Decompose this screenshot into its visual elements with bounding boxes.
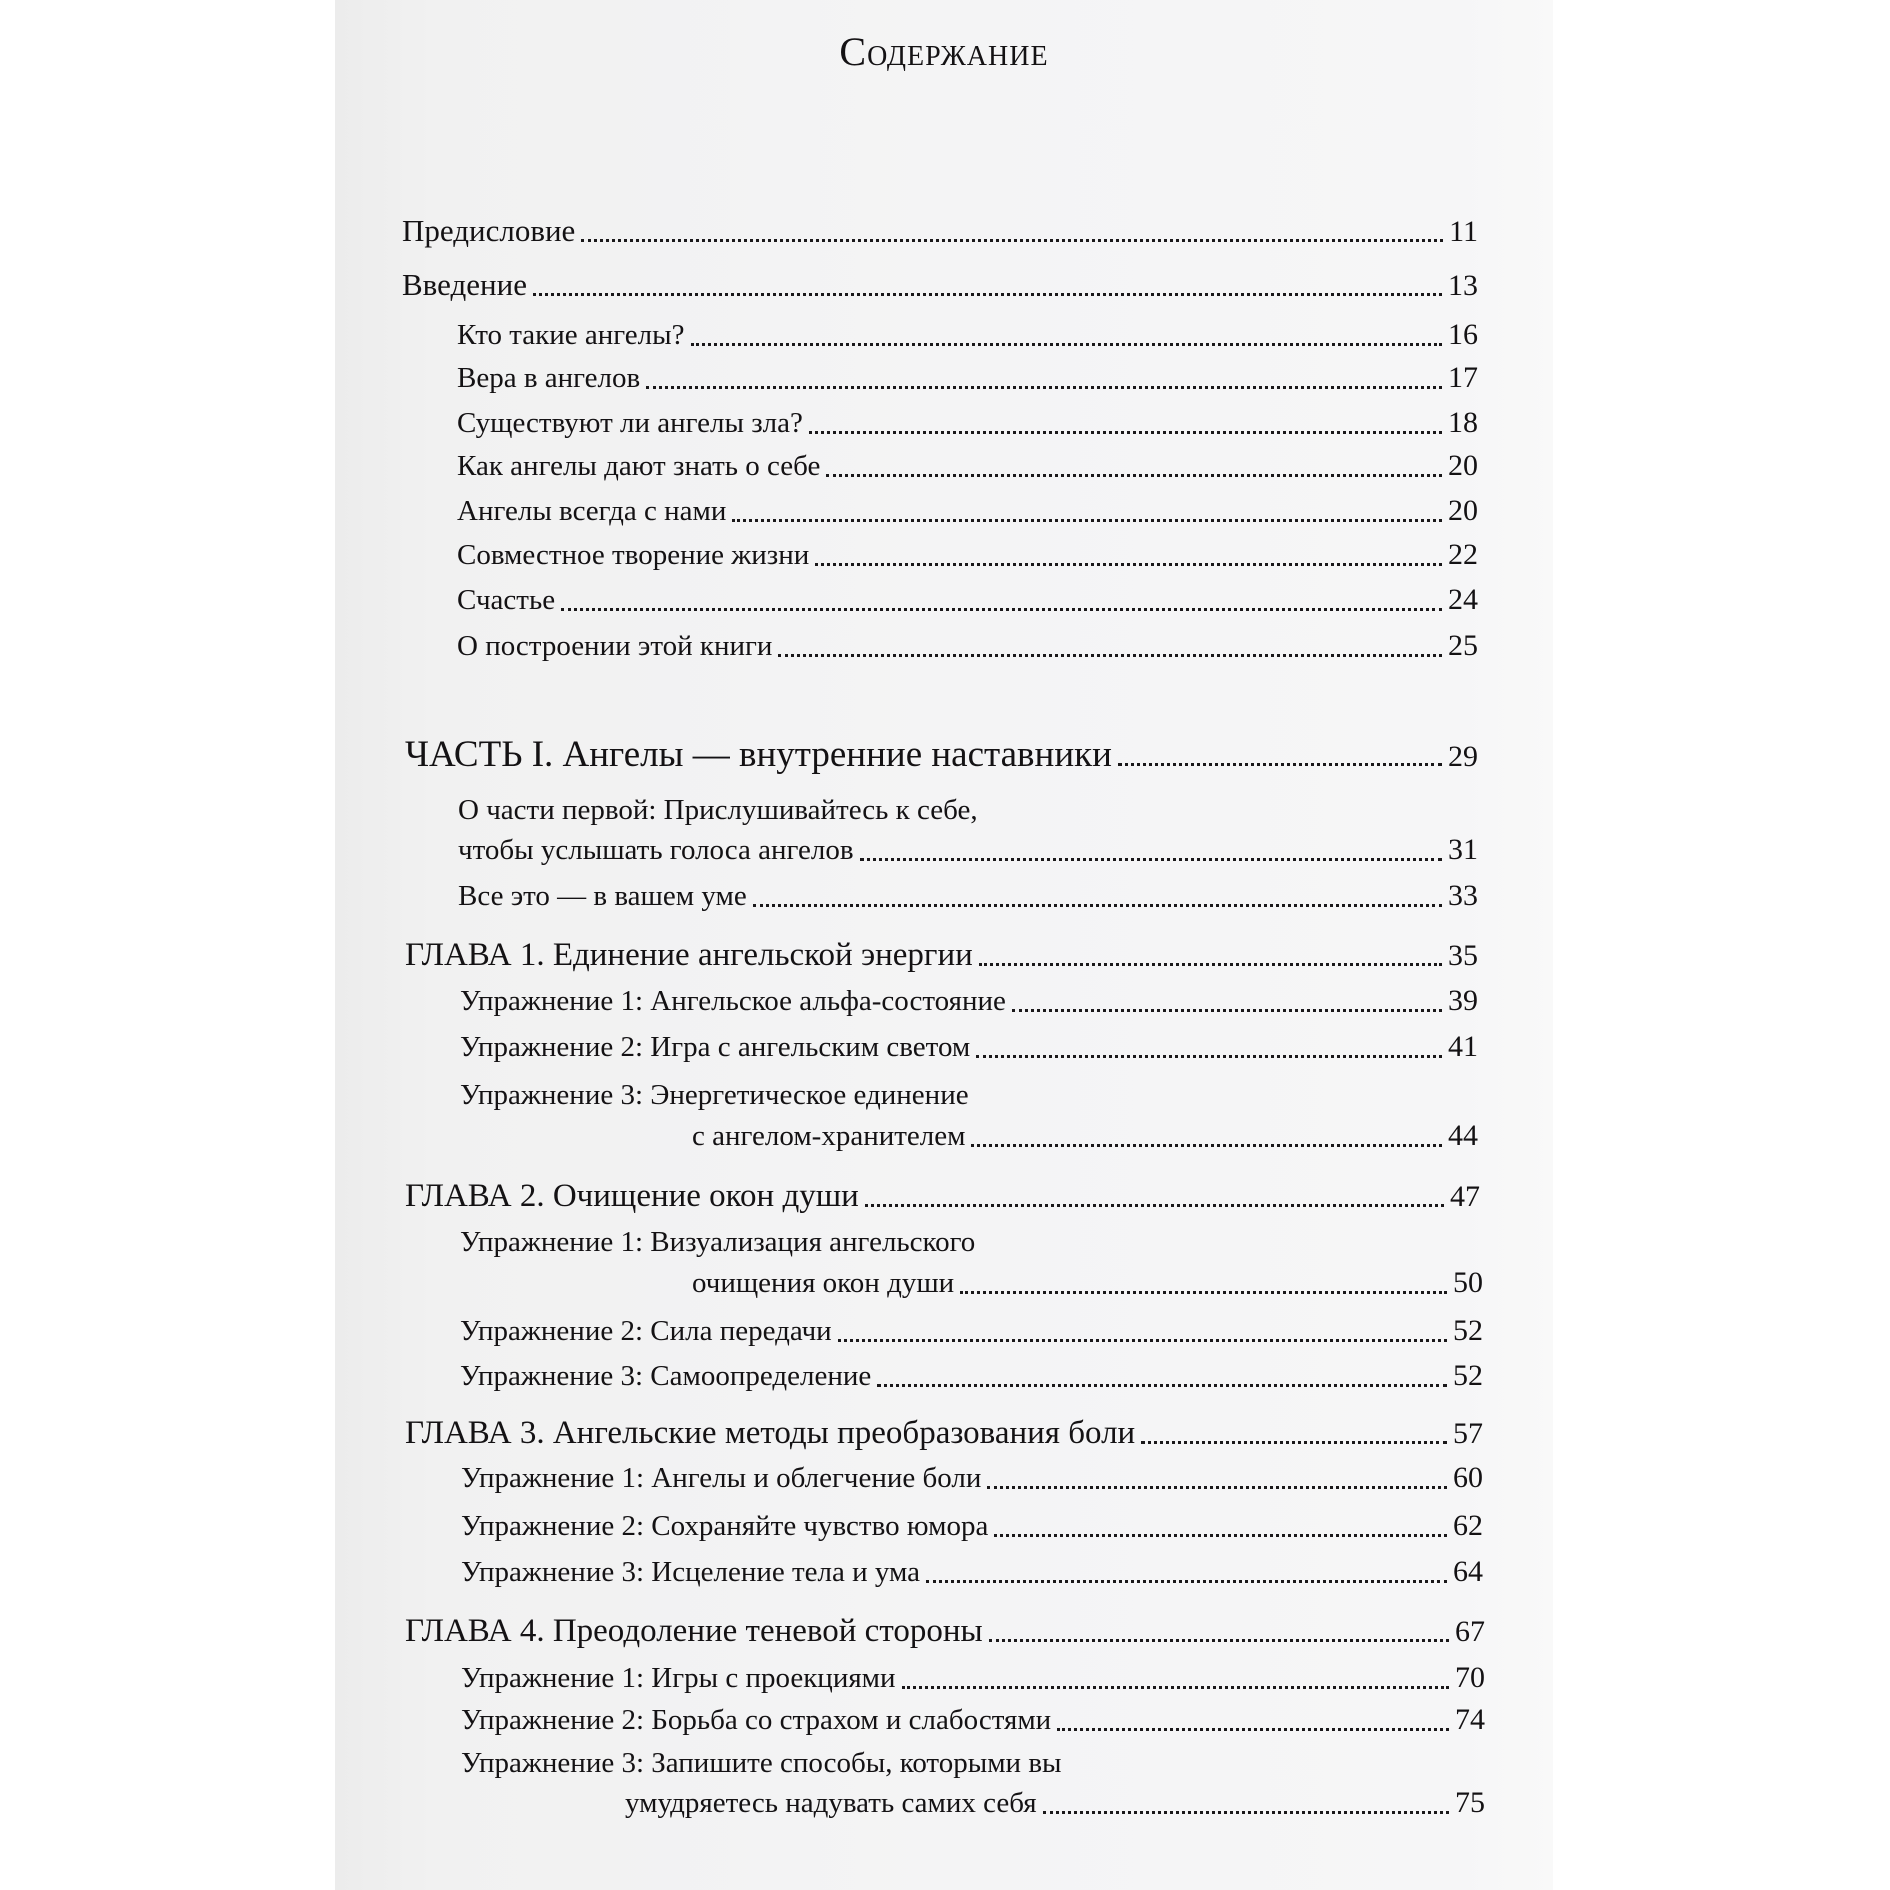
toc-entry-ch4-exercise-2[interactable]: [461, 1698, 1485, 1742]
toc-label: ГЛАВА 3. Ангельские методы преобразования боли: [405, 1415, 1136, 1451]
toc-entry-ch3-exercise-1[interactable]: [461, 1456, 1483, 1500]
page-number: 22: [1448, 538, 1478, 571]
toc-label: умудряетесь надувать самих себя: [625, 1787, 1037, 1819]
toc-label: Кто такие ангелы?: [457, 319, 685, 351]
toc-label: Ангелы всегда с нами: [457, 495, 727, 527]
toc-label: ГЛАВА 4. Преодоление теневой стороны: [405, 1613, 983, 1649]
toc-entry-chapter-3[interactable]: [405, 1411, 1483, 1455]
toc-label: Все это — в вашем уме: [458, 880, 747, 912]
toc-label: Упражнение 1: Игры с проекциями: [461, 1662, 896, 1694]
toc-entry-intro-3[interactable]: [457, 401, 1478, 445]
toc-label: Упражнение 2: Борьба со страхом и слабостями: [461, 1704, 1052, 1736]
dot-leader: [826, 473, 1442, 477]
toc-entry-ch1-exercise-3-line1[interactable]: Упражнение 3: Энергетическое единение: [460, 1079, 969, 1111]
toc-entry-intro[interactable]: [402, 263, 1478, 307]
toc-entry-part-1[interactable]: [405, 733, 1478, 777]
dot-leader: [926, 1579, 1447, 1583]
toc-entry-chapter-1[interactable]: [405, 933, 1478, 977]
toc-label: Упражнение 3: Исцеление тела и ума: [461, 1556, 921, 1588]
toc-entry-intro-5[interactable]: [457, 489, 1478, 533]
dot-leader: [976, 1054, 1442, 1058]
dot-leader: [1043, 1810, 1449, 1814]
toc-entry-intro-2[interactable]: [457, 356, 1478, 400]
toc-entry-chapter-4[interactable]: [405, 1609, 1485, 1653]
toc-label: Упражнение 1: Ангельское альфа-состояние: [460, 985, 1006, 1017]
toc-label: Предисловие: [402, 213, 576, 248]
dot-leader: [732, 518, 1442, 522]
page-number: 16: [1448, 318, 1478, 351]
toc-entry-ch1-exercise-2[interactable]: [460, 1025, 1478, 1069]
toc-label: Упражнение 2: Игра с ангельским светом: [460, 1031, 971, 1063]
page-number: 31: [1448, 833, 1478, 866]
toc-entry-ch3-exercise-3[interactable]: [461, 1550, 1483, 1594]
page-number: 70: [1455, 1661, 1485, 1694]
page-number: 13: [1448, 269, 1478, 302]
dot-leader: [646, 385, 1442, 389]
dot-leader: [1141, 1440, 1447, 1444]
dot-leader: [877, 1383, 1447, 1387]
page-number: 18: [1448, 406, 1478, 439]
toc-entry-ch1-exercise-1[interactable]: [460, 979, 1478, 1023]
page-number: 25: [1448, 629, 1478, 662]
toc-label: Существуют ли ангелы зла?: [457, 407, 803, 439]
dot-leader: [838, 1338, 1447, 1342]
toc-entry-intro-6[interactable]: [457, 533, 1478, 577]
dot-leader: [691, 342, 1442, 346]
dot-leader: [987, 1485, 1447, 1489]
dot-leader: [561, 607, 1442, 611]
toc-entry-ch2-exercise-3[interactable]: [460, 1354, 1483, 1398]
page-number: 35: [1448, 939, 1478, 972]
page-number: 74: [1455, 1703, 1485, 1736]
page-number: 50: [1453, 1266, 1483, 1299]
toc-label: очищения окон души: [692, 1267, 955, 1299]
page-number: 33: [1448, 879, 1478, 912]
dot-leader: [778, 653, 1442, 657]
page-number: 39: [1448, 984, 1478, 1017]
dot-leader: [865, 1203, 1444, 1207]
toc-label: Вера в ангелов: [457, 362, 641, 394]
toc-label: Упражнение 3: Самоопределение: [460, 1360, 872, 1392]
page-number: 47: [1450, 1180, 1480, 1213]
toc-entry-part-1-a-line1[interactable]: О части первой: Прислушивайтесь к себе,: [458, 794, 978, 826]
toc-entry-ch4-exercise-3[interactable]: [625, 1781, 1485, 1825]
page-number: 41: [1448, 1030, 1478, 1063]
dot-leader: [809, 430, 1442, 434]
book-page: [335, 0, 1553, 1890]
toc-entry-intro-1[interactable]: [457, 313, 1478, 357]
toc-label: ГЛАВА 2. Очищение окон души: [405, 1178, 859, 1214]
page-number: 24: [1448, 583, 1478, 616]
dot-leader: [1057, 1727, 1449, 1731]
page-number: 62: [1453, 1509, 1483, 1542]
page-number: 67: [1455, 1615, 1485, 1648]
page-number: 60: [1453, 1461, 1483, 1494]
toc-entry-ch3-exercise-2[interactable]: [461, 1504, 1483, 1548]
toc-label: ЧАСТЬ I. Ангелы — внутренние наставники: [405, 734, 1112, 775]
toc-entry-preface[interactable]: [402, 209, 1478, 253]
page-number: 29: [1448, 740, 1478, 773]
toc-entry-ch4-exercise-3-line1[interactable]: Упражнение 3: Запишите способы, которыми вы: [461, 1747, 1062, 1779]
dot-leader: [1012, 1008, 1442, 1012]
toc-label: О построении этой книги: [457, 630, 773, 662]
toc-entry-ch2-exercise-2[interactable]: [460, 1309, 1483, 1353]
toc-label: Как ангелы дают знать о себе: [457, 450, 821, 482]
toc-label: чтобы услышать голоса ангелов: [458, 834, 854, 866]
toc-entry-ch4-exercise-1[interactable]: [461, 1656, 1485, 1700]
dot-leader: [979, 962, 1442, 966]
toc-entry-part-1-b[interactable]: [458, 874, 1478, 918]
toc-entry-part-1-a[interactable]: [458, 828, 1478, 872]
dot-leader: [1118, 762, 1442, 766]
page-title: Содержание: [839, 29, 1049, 74]
toc-entry-chapter-2[interactable]: [405, 1174, 1480, 1218]
page-number: 64: [1453, 1555, 1483, 1588]
toc-label: Совместное творение жизни: [457, 539, 810, 571]
toc-entry-ch1-exercise-3[interactable]: [692, 1114, 1478, 1158]
dot-leader: [860, 857, 1442, 861]
toc-label: Упражнение 1: Ангелы и облегчение боли: [461, 1462, 982, 1494]
dot-leader: [902, 1685, 1449, 1689]
dot-leader: [581, 238, 1443, 242]
page-number: 20: [1448, 494, 1478, 527]
dot-leader: [971, 1143, 1442, 1147]
toc-entry-intro-7[interactable]: [457, 578, 1478, 622]
page-number: 52: [1453, 1359, 1483, 1392]
page-number: 44: [1448, 1119, 1478, 1152]
dot-leader: [753, 903, 1442, 907]
page-number: 20: [1448, 449, 1478, 482]
dot-leader: [533, 292, 1442, 296]
dot-leader: [989, 1638, 1449, 1642]
toc-label: Введение: [402, 267, 527, 302]
toc-label: с ангелом-хранителем: [692, 1120, 966, 1152]
toc-entry-ch2-exercise-1-line1[interactable]: Упражнение 1: Визуализация ангельского: [460, 1226, 976, 1258]
toc-entry-intro-4[interactable]: [457, 444, 1478, 488]
page-number: 17: [1448, 361, 1478, 394]
toc-label: Счастье: [457, 584, 556, 616]
toc-entry-ch2-exercise-1[interactable]: [692, 1261, 1483, 1305]
dot-leader: [815, 562, 1442, 566]
toc-label: Упражнение 2: Сила передачи: [460, 1315, 832, 1347]
page-number: 57: [1453, 1417, 1483, 1450]
dot-leader: [994, 1533, 1447, 1537]
page-number: 52: [1453, 1314, 1483, 1347]
toc-entry-intro-8[interactable]: [457, 624, 1478, 668]
dot-leader: [960, 1290, 1447, 1294]
page-number: 75: [1455, 1786, 1485, 1819]
toc-label: ГЛАВА 1. Единение ангельской энергии: [405, 937, 973, 973]
toc-label: Упражнение 2: Сохраняйте чувство юмора: [461, 1510, 989, 1542]
page-number: 11: [1449, 215, 1478, 248]
